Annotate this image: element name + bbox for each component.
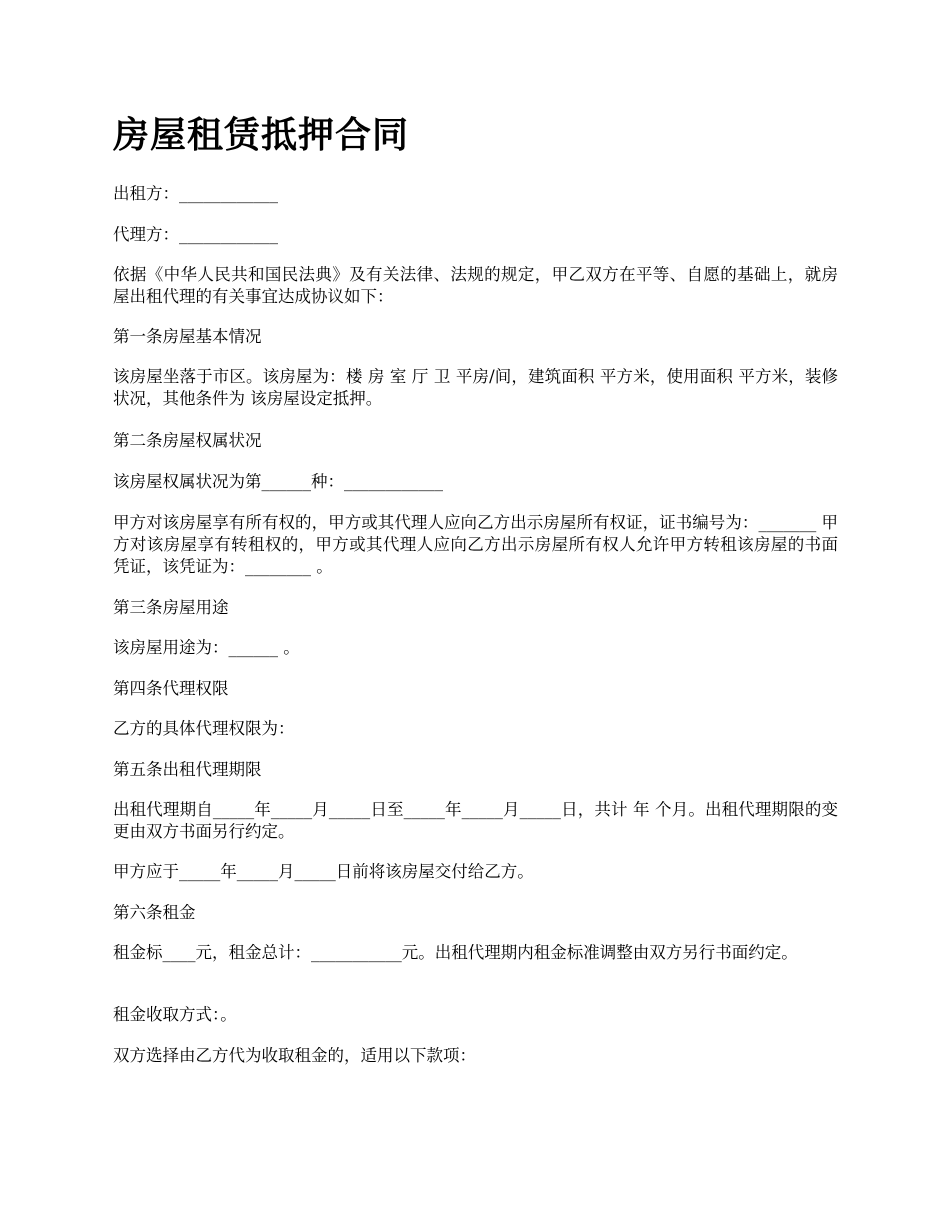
article-2-heading: 第二条房屋权属状况 <box>113 431 262 450</box>
article-5-body-1: 出租代理期自_____年_____月_____日至_____年_____月_____日，共计 年 个月。出租代理期限的变更由双方书面另行约定。 <box>113 800 838 841</box>
article-1-body: 该房屋坐落于市区。该房屋为：楼 房 室 厅 卫 平房/间，建筑面积 平方米，使用面积 平方米，装修状况，其他条件为 该房屋设定抵押。 <box>113 367 838 408</box>
article-6-body-3: 双方选择由乙方代为收取租金的，适用以下款项： <box>113 1046 476 1065</box>
article-6-body-1: 租金标____元，租金总计：___________元。出租代理期内租金标准调整由双方另行书面约定。 <box>113 943 798 962</box>
lessor-line: 出租方：____________ <box>113 184 278 203</box>
article-2-body-1: 该房屋权属状况为第______种：____________ <box>113 472 443 491</box>
article-5-heading: 第五条出租代理期限 <box>113 760 262 779</box>
article-6-heading: 第六条租金 <box>113 903 196 922</box>
agent-line: 代理方：____________ <box>113 225 278 244</box>
article-6-body-2: 租金收取方式：。 <box>113 1005 237 1024</box>
article-1-heading: 第一条房屋基本情况 <box>113 327 262 346</box>
article-4-body: 乙方的具体代理权限为： <box>113 719 295 738</box>
article-3-heading: 第三条房屋用途 <box>113 598 229 617</box>
article-3-body: 该房屋用途为：______ 。 <box>113 638 300 657</box>
article-5-body-2: 甲方应于_____年_____月_____日前将该房屋交付给乙方。 <box>113 862 534 881</box>
preamble-paragraph: 依据《中华人民共和国民法典》及有关法律、法规的规定，甲乙双方在平等、自愿的基础上，就房屋出租代理的有关事宜达成协议如下： <box>113 265 838 306</box>
article-4-heading: 第四条代理权限 <box>113 679 229 698</box>
article-2-body-2: 甲方对该房屋享有所有权的，甲方或其代理人应向乙方出示房屋所有权证，证书编号为：_______ 甲方对该房屋享有转租权的，甲方或其代理人应向乙方出示房屋所有权人允许甲方转租该房屋的书面凭证，该凭证为：________ 。 <box>113 513 838 576</box>
document-title: 房屋租赁抵押合同 <box>113 114 410 156</box>
